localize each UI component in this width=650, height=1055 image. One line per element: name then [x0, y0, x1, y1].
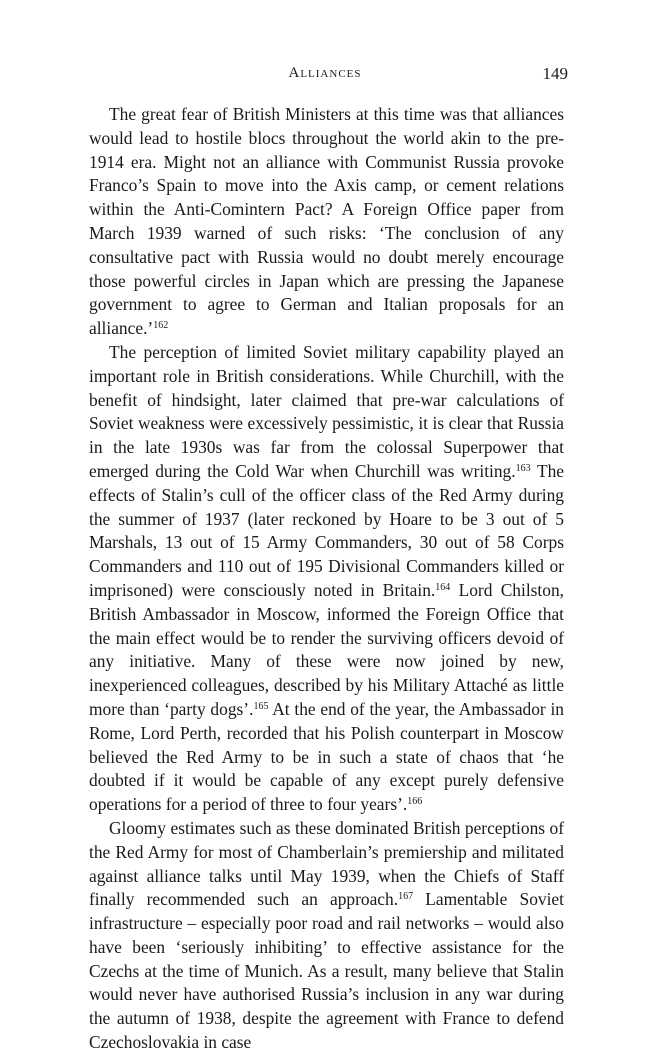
paragraph-3	[89, 817, 564, 1055]
text-run: At the end of the year, the Ambassador in Rome, Lord Perth, recorded that his Polish counterpart in Moscow believed the Red Army to be in such a state of chaos that ‘he doubted if it would be capable of any except purely defensive operations for a period of three to four years’.	[89, 698, 564, 815]
footnote-ref: 167	[398, 891, 414, 903]
footnote-ref: 162	[153, 320, 169, 332]
body-text	[89, 103, 564, 1055]
paragraph-1	[89, 103, 564, 341]
footnote-ref: 163	[515, 462, 531, 474]
text-run: The perception of limited Soviet military capability played an important role in British considerations. While Churchill, with the benefit of hindsight, later claimed that pre-war calculations of Soviet weakness were excessively pessimistic, it is clear that Russia in the late 1930s was far from the colossal Superpower that emerged during the Cold War when Churchill was writing.	[89, 341, 564, 481]
footnote-ref: 165	[253, 700, 269, 712]
text-run: The great fear of British Ministers at this time was that alliances would lead to hostile blocs throughout the world akin to the pre-1914 era. Might not an alliance with Communist Russia provoke Franco’s Spain to move into the Axis camp, or cement relations within the Anti-Comintern Pact? A Foreign Office paper from March 1939 warned of such risks: ‘The conclusion of any consultative pact with Russia would no doubt merely encourage those powerful circles in Japan which are pressing the Japanese government to agree to German and Italian proposals for an alliance.’	[89, 104, 564, 339]
footnote-ref: 164	[435, 581, 451, 593]
paragraph-2	[89, 341, 564, 817]
page-number: 149	[542, 64, 568, 83]
footnote-ref: 166	[407, 796, 423, 808]
text-run: Lamentable Soviet infrastructure – especially poor road and rail networks – would also have been ‘seriously inhibiting’ to effective assistance for the Czechs at the time of Munich. As a result, many believe that Stalin would never have authorised Russia’s inclusion in any war during the autumn of 1938, despite the agreement with France to defend Czechoslovakia in case	[89, 889, 564, 1053]
text-run: The effects of Stalin’s cull of the officer class of the Red Army during the summer of 1937 (later reckoned by Hoare to be 3 out of 5 Marshals, 13 out of 15 Army Commanders, 30 out of 58 Corps Commanders and 110 out of 195 Divisional Commanders killed or imprisoned) were consciously noted in Britain.	[89, 460, 564, 600]
text-run: Lord Chilston, British Ambassador in Moscow, informed the Foreign Office that the main effect would be to render the surviving officers devoid of any initiative. Many of these were now joined by new, inexperienced colleagues, described by his Military Attaché as little more than ‘party dogs’.	[89, 579, 564, 719]
running-head	[0, 64, 650, 88]
text-run: Gloomy estimates such as these dominated British perceptions of the Red Army for most of Chamberlain’s premiership and militated against alliance talks until May 1939, when the Chiefs of Staff finally recommended such an approach.	[89, 817, 564, 910]
running-title: Alliances	[288, 65, 362, 81]
